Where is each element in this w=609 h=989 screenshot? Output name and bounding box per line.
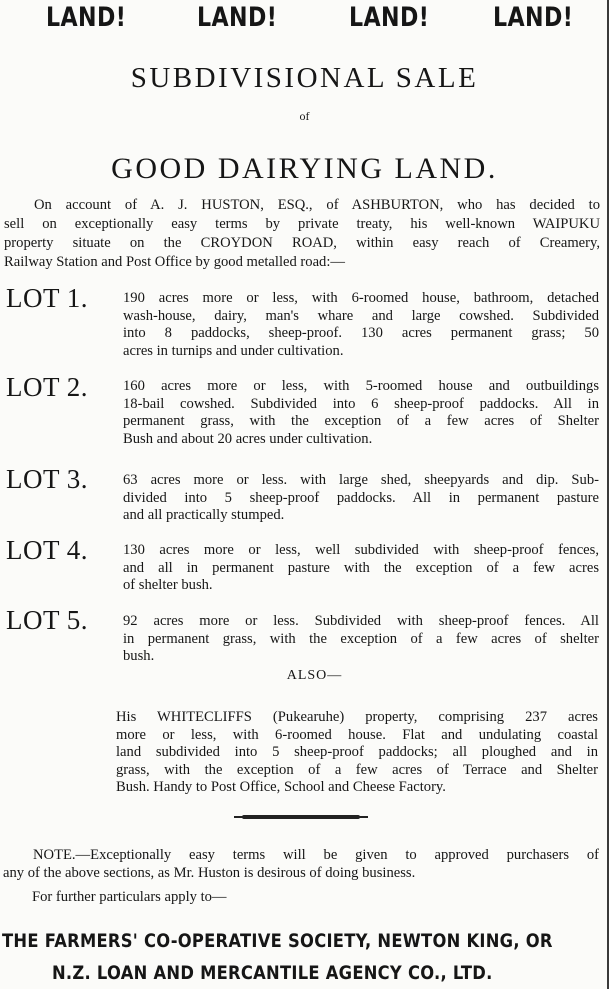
- header-land-3: LAND!: [349, 2, 430, 33]
- lot-line: wash-house, dairy, man's whare and large cowshed. Subdivided: [123, 307, 599, 324]
- lot-2-description: [123, 378, 599, 448]
- intro-line: sell on exceptionally easy terms by private treaty, his well-known WAIPUKU: [4, 216, 600, 232]
- lot-line: 63 acres more or less. with large shed, sheepyards and dip. Sub-: [123, 472, 599, 488]
- lot-line: 92 acres more or less. Subdivided with sheep-proof fences. All: [123, 613, 599, 629]
- lot-line: acres in turnips and under cultivation.: [123, 342, 344, 359]
- lot-1-label: LOT 1.: [6, 283, 88, 313]
- lot-3-description: [123, 472, 599, 525]
- title-subdivisional-sale: SUBDIVISIONAL SALE: [130, 62, 479, 94]
- lot-2-label: LOT 2.: [6, 372, 88, 402]
- header-land-4: LAND!: [493, 2, 574, 33]
- lot-3-label: LOT 3.: [6, 464, 88, 494]
- section-divider: [242, 815, 360, 819]
- header-land-2: LAND!: [197, 2, 278, 33]
- lot-line: 18-bail cowshed. Subdivided into 6 sheep-proof paddocks. All in: [123, 395, 599, 412]
- title-of: of: [299, 109, 310, 123]
- further-particulars: For further particulars apply to—: [32, 889, 227, 905]
- title-good-dairying-land: GOOD DAIRYING LAND.: [111, 152, 498, 185]
- lot-4-label: LOT 4.: [6, 535, 88, 565]
- whitecliffs-line: more or less, with 6-roomed house. Flat and undulating coastal: [116, 726, 598, 743]
- agent-line-2: N.Z. LOAN AND MERCANTILE AGENCY CO., LTD.: [52, 962, 493, 984]
- lot-line: in permanent grass, with the exception of a few acres of shelter: [123, 630, 599, 647]
- intro-paragraph: [4, 196, 600, 272]
- intro-line: property situate on the CROYDON ROAD, within easy reach of Creamery,: [4, 235, 600, 251]
- lot-line: 190 acres more or less, with 6-roomed house, bathroom, detached: [123, 290, 599, 306]
- lot-line: 160 acres more or less, with 5-roomed house and outbuildings: [123, 378, 599, 394]
- lot-line: 130 acres more or less, well subdivided with sheep-proof fences,: [123, 542, 599, 558]
- lot-line: bush.: [123, 648, 155, 664]
- also-heading: ALSO—: [286, 668, 343, 683]
- intro-line: On account of A. J. HUSTON, ESQ., of ASHBURTON, who has decided to: [34, 197, 600, 213]
- header-land-1: LAND!: [46, 2, 127, 33]
- lot-line: and all practically stumped.: [123, 507, 285, 523]
- lot-line: and all in permanent pasture with the exception of a few acres: [123, 559, 599, 576]
- whitecliffs-line: His WHITECLIFFS (Pukearuhe) property, comprising 237 acres: [116, 709, 598, 725]
- lot-line: of shelter bush.: [123, 577, 213, 593]
- lot-5-label: LOT 5.: [6, 605, 88, 635]
- whitecliffs-line: grass, with the exception of a few acres of Terrace and Shelter: [116, 761, 598, 778]
- note-line: NOTE.—Exceptionally easy terms will be given to approved purchasers of: [33, 847, 599, 863]
- whitecliffs-line: land subdivided into 5 sheep-proof paddocks; all ploughed and in: [116, 744, 598, 761]
- lot-4-description: [123, 542, 599, 595]
- whitecliffs-paragraph: [116, 709, 598, 797]
- lot-1-description: [123, 290, 599, 360]
- lot-line: Bush and about 20 acres under cultivation.: [123, 430, 373, 447]
- agent-line-1: THE FARMERS' CO-OPERATIVE SOCIETY, NEWTON KING, OR: [2, 930, 553, 952]
- lot-5-description: [123, 613, 599, 666]
- note-paragraph: [3, 846, 599, 882]
- intro-line: Railway Station and Post Office by good metalled road:—: [4, 254, 346, 270]
- lot-line: divided into 5 sheep-proof paddocks. All in permanent pasture: [123, 489, 599, 506]
- whitecliffs-line: Bush. Handy to Post Office, School and Cheese Factory.: [116, 779, 446, 796]
- lot-line: permanent grass, with the exception of a few acres of Shelter: [123, 413, 599, 429]
- note-line: any of the above sections, as Mr. Huston is desirous of doing business.: [3, 865, 416, 881]
- lot-line: into 8 paddocks, sheep-proof. 130 acres permanent grass; 50: [123, 325, 599, 341]
